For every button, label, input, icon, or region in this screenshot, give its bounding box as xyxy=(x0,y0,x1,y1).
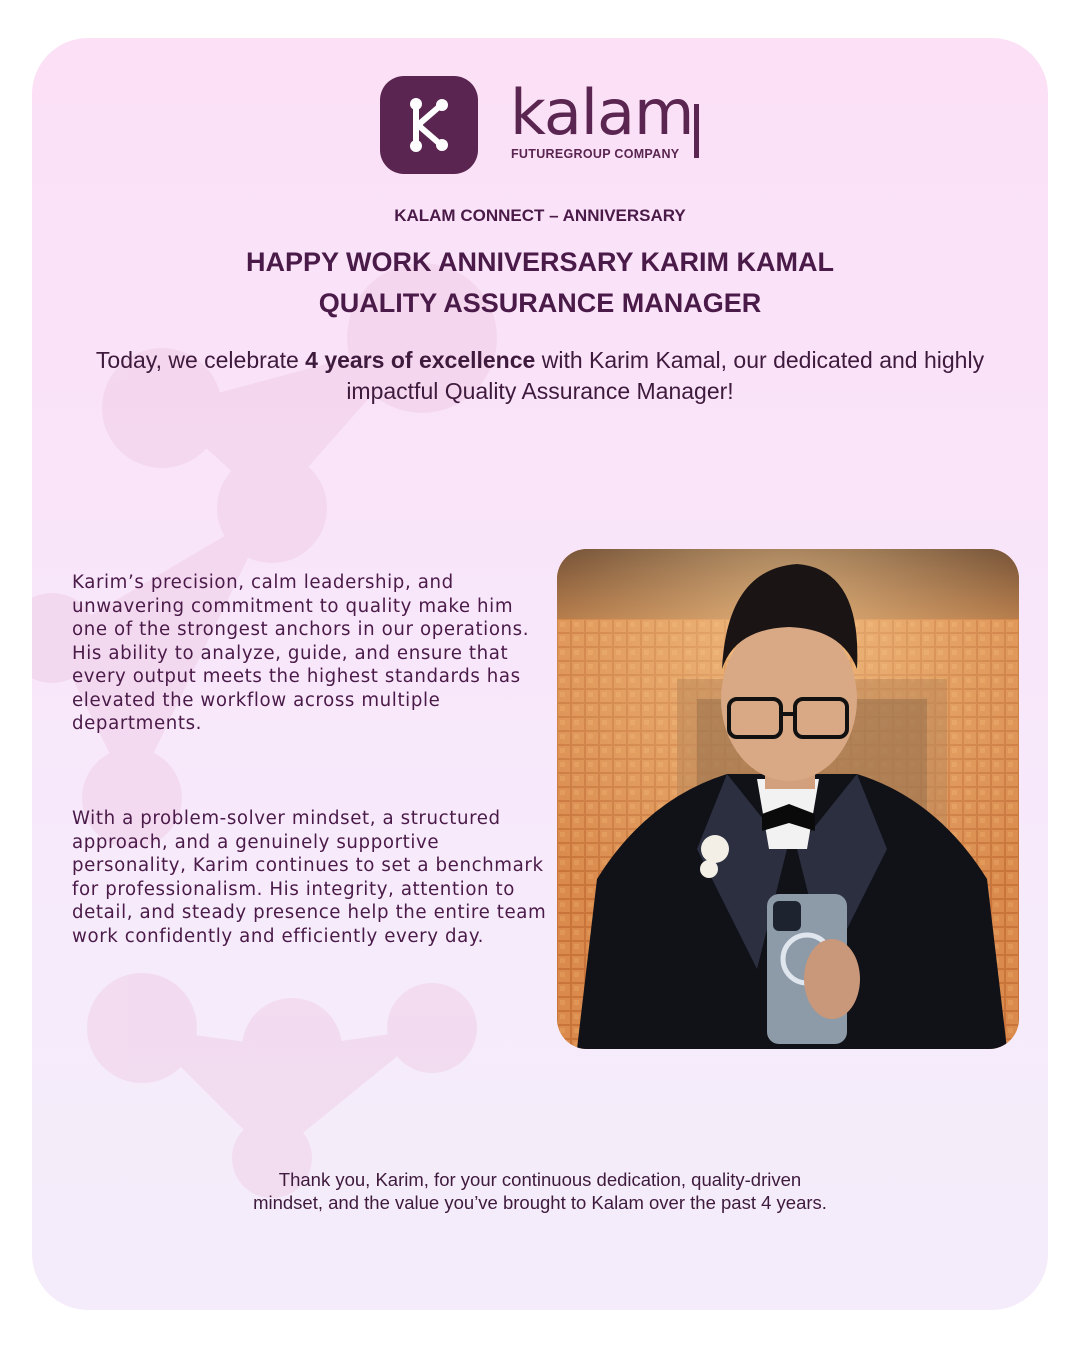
kalam-wordmark: kalam xyxy=(510,76,694,149)
intro-after: with Karim Kamal, our dedicated and highly impactful Quality Assurance Manager! xyxy=(346,347,985,404)
intro-highlight: 4 years of excellence xyxy=(305,347,536,373)
body-paragraph-2: With a problem-solver mindset, a structured approach, and a genuinely supportive personality, Karim continues to set a benchmark for professionalism. His integrity, attention to detail, and steady presence help the entire team work confidently and efficiently every day. xyxy=(72,808,547,947)
headline-line-1: HAPPY WORK ANNIVERSARY KARIM KAMAL xyxy=(245,247,835,277)
section-kicker: KALAM CONNECT – ANNIVERSARY xyxy=(394,206,686,225)
kalam-logo xyxy=(380,76,710,176)
kalam-logo-icon xyxy=(380,76,478,174)
anniversary-card xyxy=(32,38,1048,1310)
footer-line-1: Thank you, Karim, for your continuous dedication, quality-driven xyxy=(278,1169,802,1190)
body-paragraph-1: Karim’s precision, calm leadership, and unwavering commitment to quality make him one of the strongest anchors in our operations. His ability to analyze, guide, and ensure that every output meets the highest standards has elevated the workflow across multiple departments. xyxy=(72,572,530,734)
footer-line-2: mindset, and the value you’ve brought to Kalam over the past 4 years. xyxy=(253,1192,827,1213)
footer-thank-you xyxy=(182,1168,898,1214)
kalam-tagline: FUTUREGROUP COMPANY xyxy=(511,147,680,161)
intro-text xyxy=(90,345,990,407)
logo-accent-bar xyxy=(694,104,699,158)
headline-line-2: QUALITY ASSURANCE MANAGER xyxy=(318,288,762,318)
intro-before: Today, we celebrate xyxy=(95,347,306,373)
employee-photo xyxy=(557,549,1019,1049)
